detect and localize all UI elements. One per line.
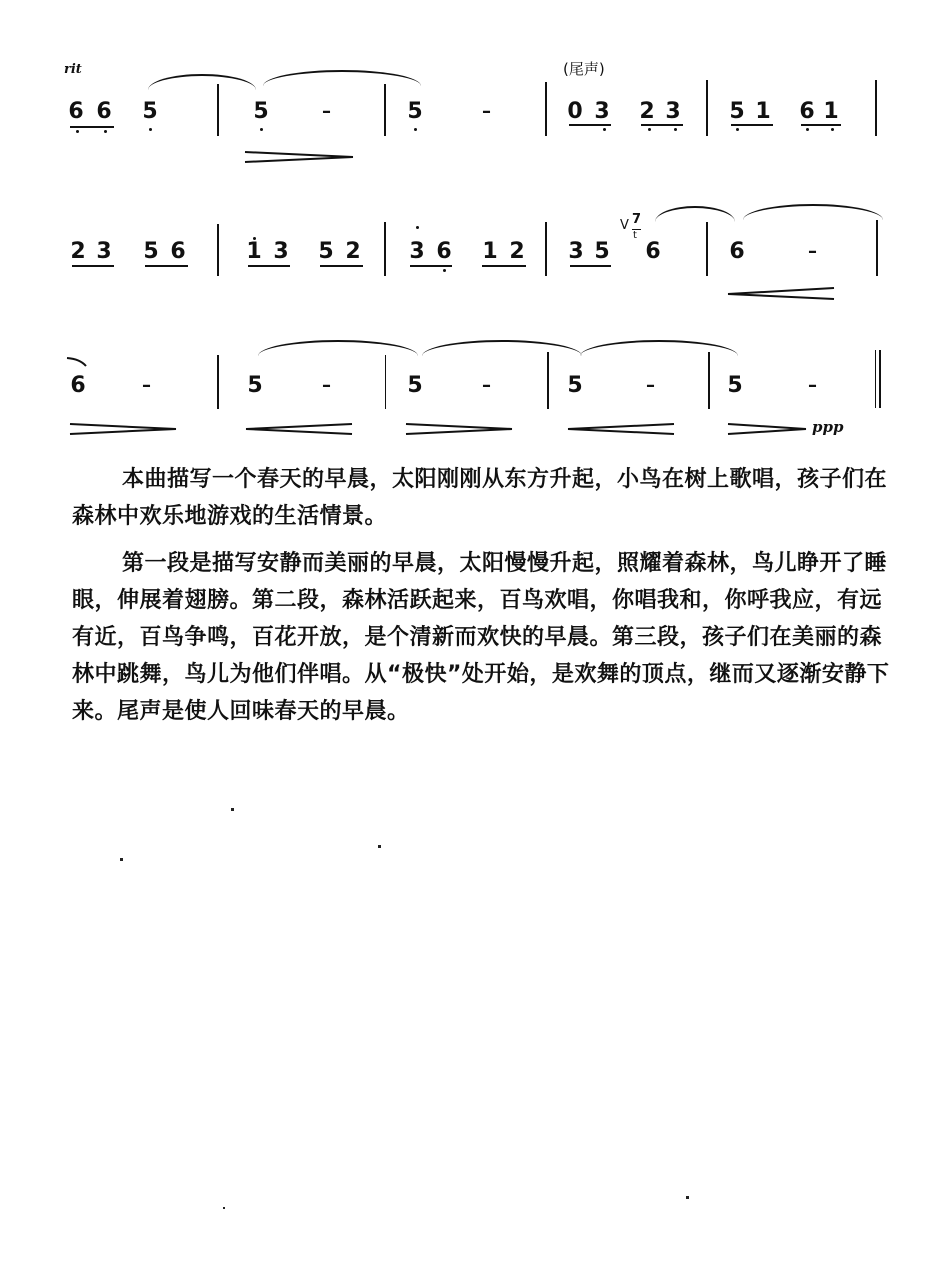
underline-beam <box>731 124 773 126</box>
note: 3 <box>568 239 584 264</box>
slur <box>148 74 256 90</box>
final-barline-thick <box>879 350 881 408</box>
barline <box>875 80 877 136</box>
scan-speck <box>120 858 123 861</box>
sustain-dash: – <box>646 375 655 396</box>
sustain-dash: – <box>482 375 491 396</box>
octave-dot-low <box>674 128 677 131</box>
note: 6 <box>436 239 452 264</box>
note: 5 <box>407 373 423 398</box>
dynamic-ppp: ppp <box>812 418 844 436</box>
octave-dot-low <box>260 128 263 131</box>
note: 5 <box>142 99 158 124</box>
ornament-mark: t <box>633 230 637 241</box>
note: 5 <box>594 239 610 264</box>
note: 3 <box>409 239 425 264</box>
note: 5 <box>567 373 583 398</box>
decrescendo-hairpin <box>245 150 355 164</box>
note: 2 <box>345 239 361 264</box>
crescendo-hairpin <box>728 287 836 301</box>
note: 5 <box>143 239 159 264</box>
scan-speck <box>231 808 234 811</box>
octave-dot-low <box>149 128 152 131</box>
paragraph-1-text: 本曲描写一个春天的早晨，太阳刚刚从东方升起，小鸟在树上歌唱，孩子们在森林中欢乐地游戏的生活情景。 <box>72 467 888 529</box>
note: 5 <box>407 99 423 124</box>
barline <box>706 80 708 136</box>
octave-dot-low <box>104 130 107 133</box>
note: 3 <box>594 99 610 124</box>
crescendo-hairpin <box>568 422 676 436</box>
barline <box>385 355 386 409</box>
sustain-dash: – <box>142 375 151 396</box>
underline-beam <box>569 124 611 126</box>
sustain-dash: – <box>808 375 817 396</box>
grace-note: 7 <box>632 212 642 227</box>
slur <box>655 206 735 222</box>
decrescendo-hairpin <box>728 422 808 436</box>
note: 1 <box>246 239 262 264</box>
scan-speck <box>378 845 381 848</box>
note: 5 <box>318 239 334 264</box>
octave-dot-low <box>443 269 446 272</box>
sustain-dash: – <box>322 101 331 122</box>
underline-beam <box>410 265 452 267</box>
description-paragraph-2 <box>72 545 892 730</box>
note: 2 <box>70 239 86 264</box>
underline-beam <box>320 265 363 267</box>
note: 6 <box>170 239 186 264</box>
slur <box>743 204 883 220</box>
final-barline-thin <box>875 350 876 408</box>
barline <box>547 352 549 409</box>
note: 5 <box>247 373 263 398</box>
decrescendo-hairpin <box>406 422 514 436</box>
octave-dot-low <box>648 128 651 131</box>
underline-beam <box>70 126 114 128</box>
octave-dot-low <box>414 128 417 131</box>
section-label-coda: (尾声) <box>563 60 605 78</box>
slur <box>580 340 738 356</box>
octave-dot-low <box>603 128 606 131</box>
octave-dot-low <box>831 128 834 131</box>
sustain-dash: – <box>808 241 817 262</box>
barline <box>706 222 708 276</box>
tempo-marking-rit: rit <box>64 62 82 77</box>
barline <box>384 84 386 136</box>
barline <box>384 222 386 276</box>
note: 6 <box>799 99 815 124</box>
slur <box>258 340 418 356</box>
slur-tail <box>66 356 88 368</box>
barline <box>545 222 547 276</box>
slur <box>263 70 421 86</box>
note: 6 <box>645 239 661 264</box>
note: 1 <box>755 99 771 124</box>
note: 2 <box>639 99 655 124</box>
note: 5 <box>729 99 745 124</box>
note: 6 <box>96 99 112 124</box>
note: 5 <box>253 99 269 124</box>
underline-beam <box>570 265 611 267</box>
underline-beam <box>248 265 290 267</box>
barline <box>217 355 219 409</box>
note: 6 <box>70 373 86 398</box>
breath-mark: V <box>620 218 629 233</box>
note: 5 <box>727 373 743 398</box>
note: 3 <box>273 239 289 264</box>
barline <box>217 224 219 276</box>
note: 2 <box>509 239 525 264</box>
decrescendo-hairpin <box>70 422 178 436</box>
note: 3 <box>96 239 112 264</box>
scan-speck <box>223 1207 225 1209</box>
note: 3 <box>665 99 681 124</box>
crescendo-hairpin <box>246 422 354 436</box>
note: 6 <box>729 239 745 264</box>
barline <box>545 82 547 136</box>
barline <box>217 84 219 136</box>
note: 1 <box>482 239 498 264</box>
note: 6 <box>68 99 84 124</box>
underline-beam <box>145 265 188 267</box>
barline <box>708 352 710 409</box>
barline <box>876 220 878 276</box>
underline-beam <box>482 265 526 267</box>
note: 1 <box>823 99 839 124</box>
note: 0 <box>567 99 583 124</box>
sustain-dash: – <box>322 375 331 396</box>
sustain-dash: – <box>482 101 491 122</box>
octave-dot-low <box>76 130 79 133</box>
description-paragraph-1 <box>72 461 892 535</box>
underline-beam <box>72 265 114 267</box>
octave-dot-high <box>416 226 419 229</box>
octave-dot-low <box>806 128 809 131</box>
underline-beam <box>801 124 841 126</box>
octave-dot-low <box>736 128 739 131</box>
scan-speck <box>686 1196 689 1199</box>
underline-beam <box>641 124 683 126</box>
paragraph-2-text: 第一段是描写安静而美丽的早晨，太阳慢慢升起，照耀着森林，鸟儿睁开了睡眼，伸展着翅膀。第二段，森林活跃起来，百鸟欢唱，你唱我和，你呼我应，有远有近，百鸟争鸣，百花开放，是个清新而欢快的早晨。第三段，孩子们在美丽的森林中跳舞，鸟儿为他们伴唱。从“极快”处开始，是欢舞的顶点，继而又逐渐安静下来。尾声是使人回味春天的早晨。 <box>72 551 890 724</box>
slur <box>422 340 582 356</box>
